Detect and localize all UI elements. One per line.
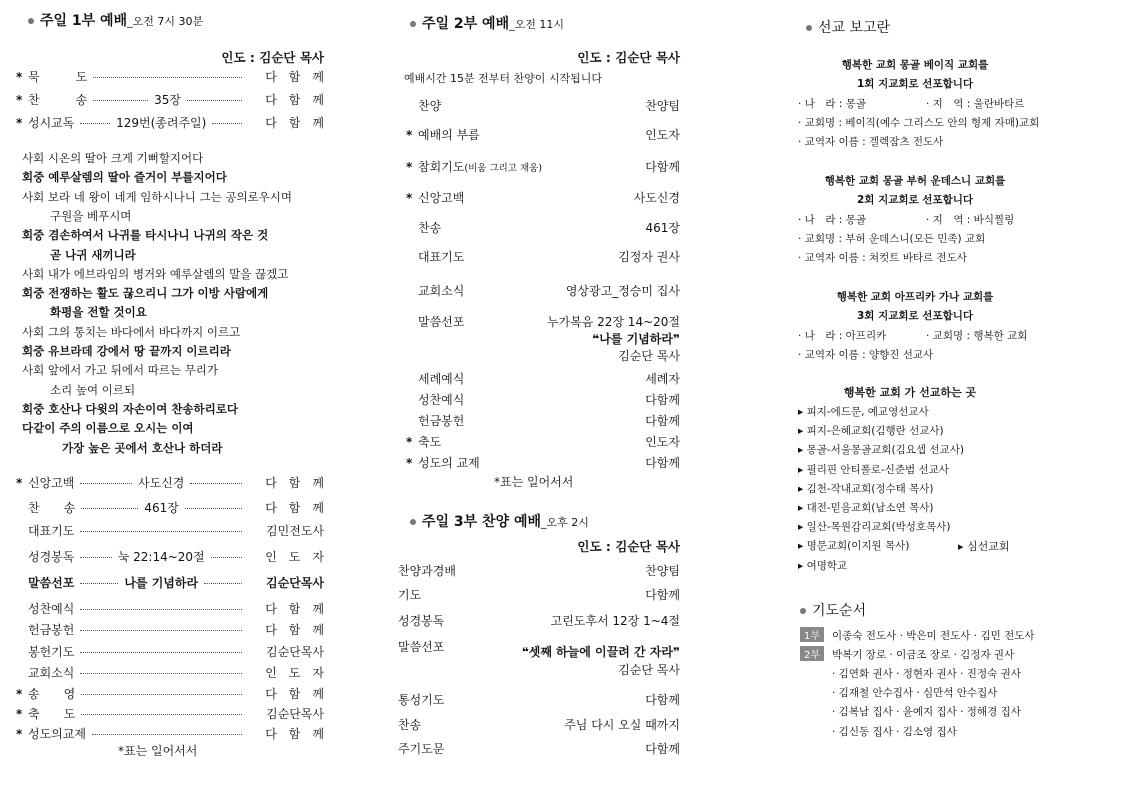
mission-block-line: · 지 역 : 울란바타르 <box>926 98 1025 110</box>
order-label: 통성기도 <box>398 693 445 707</box>
star-mark: * <box>16 687 23 701</box>
order-row <box>16 705 324 722</box>
litany-line: 회중 유브라데 강에서 땅 끝까지 이르리라 <box>22 344 231 358</box>
order-label-group <box>406 391 464 408</box>
mission-place: ▸ 김천-작내교회(정수태 목사) <box>798 482 934 495</box>
order-person: 김정자 권사 <box>618 250 680 264</box>
order-person: 다함께 <box>645 414 680 428</box>
star-mark: * <box>406 160 413 174</box>
dot-leader <box>81 694 242 695</box>
dot-leader <box>80 483 132 484</box>
column-mission <box>790 0 1110 794</box>
order-person: 세례자 <box>645 372 680 386</box>
mission-block-heading: 행복한 교회 아프리카 가나 교회를 <box>836 291 994 303</box>
order-label: 찬양과경배 <box>398 564 456 578</box>
order-person: 김순단목사 <box>266 576 325 590</box>
dot-leader <box>92 734 242 735</box>
dot-leader <box>187 100 242 101</box>
order-row <box>398 562 680 579</box>
mission-place: ▸ 피지-에드문, 예교영선교사 <box>798 406 929 418</box>
order-label: 말씀선포 <box>28 576 75 590</box>
litany-line: 소리 높여 이르되 <box>50 382 136 397</box>
order-row <box>406 126 680 143</box>
order-row <box>406 433 680 450</box>
order-row <box>398 691 680 708</box>
prayer-names: · 김재철 안수집사 · 심만석 안수집사 <box>832 686 998 699</box>
prayer-row <box>832 704 1021 719</box>
order-label: 예배의 부름 <box>418 128 480 142</box>
mission-place: ▸ 일산-목원감리교회(박성호목사) <box>798 521 951 534</box>
order-person: 사도신경 <box>633 191 680 205</box>
mission-block-line: · 나 라 : 아프리카 <box>798 330 887 342</box>
order-row <box>16 91 324 108</box>
sermon-preacher: 김순단 목사 <box>618 349 680 363</box>
mission-block-line: · 교회명 : 베이직(예수 그리스도 안의 형제 자매)교회 <box>798 117 1040 129</box>
star-mark: * <box>16 727 23 741</box>
mission-report-title <box>806 17 890 37</box>
service1-leader: 인도 : 김순단 목사 <box>221 50 324 65</box>
mission-place: ▸ 대전-믿음교회(남소연 목사) <box>798 502 934 514</box>
order-row <box>406 189 680 206</box>
dot-leader <box>80 673 242 674</box>
order-label: 축도 <box>418 435 442 449</box>
order-person: 김민전도사 <box>266 524 324 538</box>
service2-time: _오전 11시 <box>509 18 564 31</box>
order-row <box>398 612 680 629</box>
order-person: 인도자 <box>645 435 680 449</box>
service1-time: _오전 7시 30분 <box>127 15 204 28</box>
order-person: 인 도 자 <box>265 666 324 680</box>
sermon-label: 말씀선포 <box>418 315 465 329</box>
service2-title <box>410 13 564 33</box>
litany-line: 화평을 전할 것이요 <box>50 305 147 320</box>
litany-line: 곧 나귀 새끼니라 <box>50 247 136 262</box>
order-row <box>16 574 324 591</box>
order-row <box>16 114 324 131</box>
order-label-group <box>406 97 441 114</box>
order-label: 찬송 <box>398 718 422 732</box>
litany-line: 회중 호산나 다윗의 자손이여 찬송하리로다 <box>22 401 238 416</box>
litany-line: 사회 앞에서 가고 뒤에서 따르는 무리가 <box>22 363 219 378</box>
service2-title-text: 주일 2부 예배 <box>422 16 510 32</box>
order-row <box>398 716 680 733</box>
order-label: 찬 송 <box>28 501 76 515</box>
order-label-group <box>406 454 480 471</box>
prayer-row <box>800 627 1035 643</box>
prayer-names: · 김연화 권사 · 정현자 권사 · 진정숙 권사 <box>832 667 1021 680</box>
mission-block-line: · 나 라 : 몽골 <box>798 214 866 226</box>
star-mark: * <box>16 476 23 490</box>
order-row <box>16 725 324 742</box>
order-label: 교회소식 <box>418 284 465 298</box>
order-label: 성경봉독 <box>28 550 75 564</box>
order-label: 성경봉독 <box>398 614 445 628</box>
litany-line: 사회 시온의 딸아 크게 기뻐할지어다 <box>22 151 204 165</box>
order-row <box>406 248 680 265</box>
mission-block-declaration: 1회 지교회로 선포합니다 <box>856 78 974 90</box>
order-label-group <box>406 158 542 175</box>
order-person: 다 함 께 <box>265 116 325 130</box>
order-detail: 461장 <box>144 501 179 515</box>
order-label-group <box>406 219 441 236</box>
order-label: 묵 도 <box>28 70 88 84</box>
dot-leader <box>81 714 242 715</box>
litany-line: 사회 내가 에브라임의 병거와 예루살렘의 말을 끊겠고 <box>22 266 289 281</box>
bullet-icon <box>800 608 806 614</box>
order-row <box>406 97 680 114</box>
order-row <box>16 68 324 85</box>
order-label-group <box>406 248 464 265</box>
star-mark: * <box>406 456 413 470</box>
order-person: 찬양팀 <box>645 564 680 578</box>
order-person: 인 도 자 <box>265 550 324 564</box>
mission-place-extra: ▸ 심선교회 <box>958 540 1010 553</box>
order-label: 찬 송 <box>28 93 88 107</box>
star-mark: * <box>406 435 413 449</box>
order-row <box>16 621 324 638</box>
mission-place: ▸ 명문교회(이지원 목사) <box>798 540 910 553</box>
dot-leader <box>81 508 138 509</box>
dot-leader <box>80 652 242 653</box>
order-person: 다 함 께 <box>265 501 324 515</box>
order-label: 성시교독 <box>28 116 75 130</box>
order-person: 주님 다시 오실 때까지 <box>564 718 680 732</box>
order-label: 기도 <box>398 588 422 602</box>
sermon-title: ❝나를 기념하라❞ <box>592 332 680 346</box>
order-row <box>16 548 324 565</box>
order-label: 교회소식 <box>28 666 75 680</box>
prayer-row <box>832 685 997 700</box>
prayer-order-title <box>800 600 866 620</box>
order-label: 참회기도 <box>418 160 465 174</box>
dot-leader <box>80 630 242 631</box>
dot-leader <box>185 508 242 509</box>
sermon3-preacher: 김순단 목사 <box>618 663 680 677</box>
order-person: 다함께 <box>645 693 680 707</box>
order-row <box>406 219 680 236</box>
prayer-row <box>832 666 1021 681</box>
star-mark: * <box>406 191 413 205</box>
prayer-order-title-text: 기도순서 <box>812 603 867 619</box>
dot-leader <box>80 123 110 124</box>
order-label-group <box>406 433 441 450</box>
bullet-icon <box>28 18 34 24</box>
litany-line: 회중 겸손하여서 나귀를 타시나니 나귀의 작은 것 <box>22 228 269 243</box>
star-mark: * <box>16 116 23 130</box>
dot-leader <box>80 609 242 610</box>
mission-places-heading: 행복한 교회 가 선교하는 곳 <box>843 386 977 399</box>
service3-title <box>410 511 589 531</box>
prayer-names: 박복기 장로 · 이금조 장로 · 김정자 권사 <box>832 649 1015 662</box>
prayer-row <box>800 646 1014 662</box>
prayer-names: · 김복남 집사 · 윤예지 집사 · 정해경 집사 <box>832 706 1021 719</box>
order-detail: 35장 <box>154 93 182 107</box>
mission-block-declaration: 2회 지교회로 선포합니다 <box>856 194 974 206</box>
order-person: 다 함 께 <box>265 93 324 107</box>
mission-block-line: · 교회명 : 행복한 교회 <box>926 330 1028 342</box>
order-label: 헌금봉헌 <box>418 414 465 428</box>
mission-report-title-text: 선교 보고란 <box>818 20 891 36</box>
dot-leader <box>93 77 242 78</box>
prayer-row <box>832 724 957 739</box>
order-row <box>406 282 680 299</box>
order-row <box>406 412 680 429</box>
dot-leader <box>190 483 242 484</box>
order-label: 축 도 <box>28 707 76 721</box>
order-label: 성도의 교제 <box>418 456 480 470</box>
litany-line: 회중 예루살렘의 딸아 즐거이 부를지어다 <box>22 170 227 185</box>
order-person: 고린도후서 12장 1~4절 <box>550 614 680 628</box>
order-row <box>398 586 680 603</box>
litany-line: 회중 전쟁하는 활도 끊으리니 그가 이방 사람에게 <box>22 286 269 301</box>
litany-line: 사회 그의 통치는 바다에서 바다까지 이르고 <box>22 324 241 339</box>
prayer-names: · 김신동 집사 · 김소영 집사 <box>832 725 957 738</box>
order-label-group <box>406 412 464 429</box>
dot-leader <box>80 557 111 558</box>
dot-leader <box>212 123 242 124</box>
litany-line: 다같이 주의 이름으로 오시는 이여 <box>22 421 194 436</box>
bullet-icon <box>410 21 416 27</box>
order-row <box>16 643 324 660</box>
order-note: (비움 그리고 채움) <box>464 163 543 174</box>
order-row <box>406 370 680 387</box>
litany-line: 가장 높은 곳에서 호산나 하더라 <box>62 440 223 455</box>
dot-leader <box>93 100 148 101</box>
order-label: 찬송 <box>418 221 442 235</box>
order-label-group <box>406 189 464 206</box>
order-person: 인도자 <box>645 128 680 142</box>
order-detail: 나를 기념하라 <box>124 576 199 590</box>
order-person: 다 함 께 <box>265 727 324 741</box>
service2-intro: 예배시간 15분 전부터 찬양이 시작됩니다 <box>404 72 602 85</box>
star-mark: * <box>406 128 413 142</box>
order-person: 찬양팀 <box>645 99 680 113</box>
mission-place: ▸ 필리핀 안티폴로-신준범 선교사 <box>798 463 949 476</box>
standing-note-2: *표는 일어서서 <box>494 475 574 489</box>
dot-leader <box>80 531 242 532</box>
mission-place: ▸ 피지-은혜교회(김행란 선교사) <box>798 425 944 438</box>
order-row <box>16 600 324 617</box>
order-label: 헌금봉헌 <box>28 623 75 637</box>
dot-leader <box>204 583 242 584</box>
service-tag: 1부 <box>800 627 824 642</box>
order-label-group <box>406 370 464 387</box>
order-row <box>16 474 324 491</box>
mission-block-declaration: 3회 지교회로 선포합니다 <box>856 310 974 322</box>
column-service-2-3 <box>390 0 690 794</box>
column-service-1 <box>0 0 340 794</box>
order-person: 영상광고_정승미 집사 <box>565 284 680 298</box>
order-row <box>406 158 680 175</box>
dot-leader <box>211 557 242 558</box>
order-detail: 눅 22:14~20절 <box>117 550 205 564</box>
order-detail: 사도신경 <box>138 476 185 490</box>
order-label: 대표기도 <box>28 524 75 538</box>
mission-block-heading: 행복한 교회 몽골 베이직 교회를 <box>841 59 989 71</box>
order-person: 다 함 께 <box>265 476 324 490</box>
order-person: 다 함 께 <box>265 687 324 701</box>
mission-block-line: · 교역자 이름 : 쳐컷트 바타르 전도사 <box>798 252 967 264</box>
dot-leader <box>80 583 118 584</box>
order-row <box>16 522 324 539</box>
order-person: 다함께 <box>645 588 680 602</box>
order-label: 대표기도 <box>418 250 465 264</box>
mission-block-line: · 교역자 이름 : 양향진 선교사 <box>798 349 934 361</box>
order-row <box>16 664 324 681</box>
order-person: 461장 <box>645 221 680 235</box>
star-mark: * <box>16 70 23 84</box>
order-label-group <box>406 126 480 143</box>
order-person: 다함께 <box>645 742 680 756</box>
order-row <box>16 685 324 702</box>
order-person: 김순단목사 <box>266 645 324 659</box>
order-label: 성도의교제 <box>28 727 86 741</box>
mission-block-line: · 교회명 : 부허 운데스니(모든 민족) 교회 <box>798 233 986 245</box>
order-label: 신앙고백 <box>28 476 75 490</box>
service-tag: 2부 <box>800 646 824 661</box>
mission-block-line: · 나 라 : 몽골 <box>798 98 866 110</box>
litany-line: 구원을 베푸시며 <box>50 208 132 223</box>
order-person: 다 함 께 <box>265 70 324 84</box>
bullet-icon <box>806 25 812 31</box>
order-person: 다함께 <box>645 160 680 174</box>
order-label: 봉헌기도 <box>28 645 75 659</box>
order-label: 신앙고백 <box>418 191 465 205</box>
star-mark: * <box>16 707 23 721</box>
order-detail: 129번(종려주일) <box>116 116 207 130</box>
order-person: 다함께 <box>645 456 680 470</box>
sermon-reference: 누가복음 22장 14~20절 <box>546 315 680 329</box>
order-person: 다 함 께 <box>265 602 324 616</box>
order-label: 성찬예식 <box>418 393 465 407</box>
mission-place: ▸ 몽골-서울몽골교회(김요셉 선교사) <box>798 444 964 457</box>
order-person: 김순단목사 <box>266 707 324 721</box>
order-label: 성찬예식 <box>28 602 75 616</box>
order-label: 주기도문 <box>398 742 445 756</box>
service1-title-text: 주일 1부 예배 <box>40 13 128 29</box>
prayer-names: 이종숙 전도사 · 박은미 전도사 · 김민 전도사 <box>832 630 1035 642</box>
service3-title-text: 주일 3부 찬양 예배 <box>422 514 542 530</box>
order-label: 송 영 <box>28 687 76 701</box>
litany-line: 사회 보라 네 왕이 네게 임하시나니 그는 공의로우시며 <box>22 189 292 204</box>
sermon3-label: 말씀선포 <box>398 640 445 654</box>
service3-leader: 인도 : 김순단 목사 <box>577 539 680 554</box>
service1-title <box>28 10 203 30</box>
mission-block-line: · 지 역 : 바식찔링 <box>926 214 1015 226</box>
service2-leader: 인도 : 김순단 목사 <box>577 50 680 65</box>
mission-block-line: · 교역자 이름 : 겔렉잠츠 전도사 <box>798 136 944 148</box>
order-label: 찬양 <box>418 99 442 113</box>
order-row <box>398 740 680 757</box>
order-label: 세례예식 <box>418 372 465 386</box>
star-mark: * <box>16 93 23 107</box>
standing-note: *표는 일어서서 <box>118 744 198 758</box>
order-row <box>16 499 324 516</box>
bullet-icon <box>410 519 416 525</box>
sermon3-title: ❝셋째 하늘에 이끌려 간 자라❞ <box>521 645 680 659</box>
mission-block-heading: 행복한 교회 몽골 부허 운데스니 교회를 <box>824 175 1006 187</box>
order-label-group <box>406 282 464 299</box>
mission-place: ▸ 여명학교 <box>798 559 848 572</box>
order-row <box>406 454 680 471</box>
service3-time: _오후 2시 <box>541 516 589 529</box>
order-person: 다함께 <box>645 393 680 407</box>
order-row <box>406 391 680 408</box>
order-person: 다 함 께 <box>265 623 324 637</box>
